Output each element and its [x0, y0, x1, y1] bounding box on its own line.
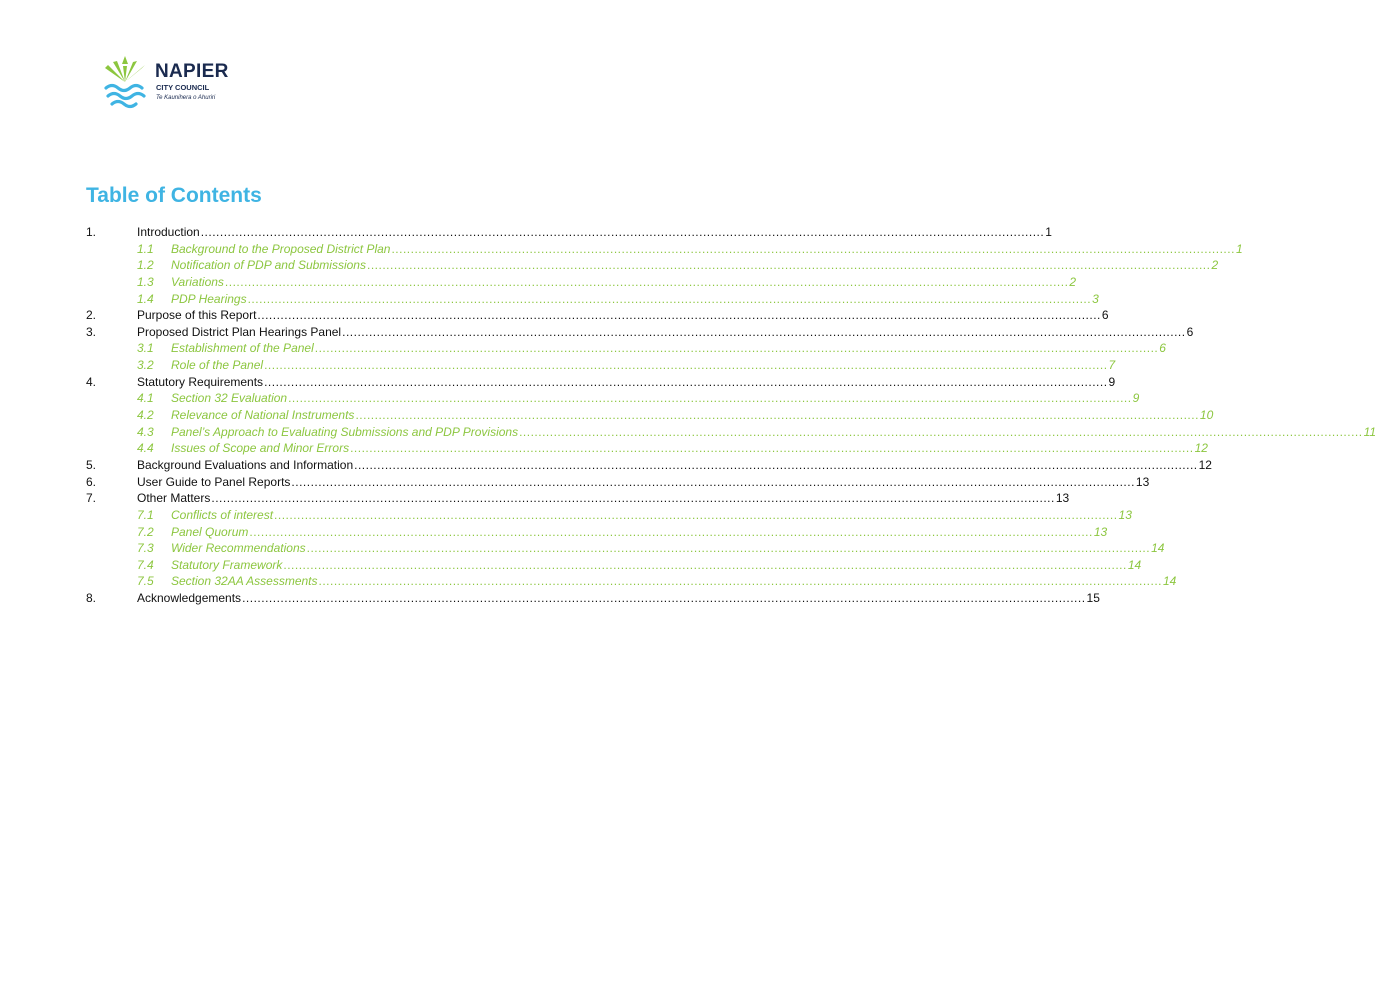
toc-entry-label: Relevance of National Instruments — [171, 408, 355, 423]
toc-entry-number: 7.5 — [137, 574, 154, 589]
toc-entry-label: Statutory Framework — [171, 557, 283, 572]
toc-section-entry[interactable] — [86, 490, 1070, 507]
toc-leader-dots: ............................................................................................................................................................................................................................ — [283, 557, 1127, 572]
toc-entry-page: 6 — [1159, 341, 1166, 356]
toc-entry-number: 4.3 — [137, 424, 154, 439]
toc-leader-dots: ............................................................................................................................................................................................................................ — [354, 457, 1198, 472]
toc-entry-label: Section 32 Evaluation — [171, 391, 288, 406]
toc-subsection-entry[interactable] — [86, 390, 1140, 407]
logo-tagline: Te Kaunihera o Ahuriri — [156, 95, 216, 101]
toc-section-entry[interactable] — [86, 324, 1194, 341]
toc-leader-dots: ............................................................................................................................................................................................................................ — [314, 341, 1159, 356]
toc-entry-page: 13 — [1118, 507, 1132, 522]
toc-subsection-entry[interactable] — [86, 524, 1108, 541]
toc-entry-label: Conflicts of interest — [171, 507, 274, 522]
toc-entry-number: 7. — [86, 491, 97, 506]
logo-emblem-icon — [101, 52, 151, 112]
toc-entry-label: Wider Recommendations — [171, 541, 306, 556]
toc-entry-number: 8. — [86, 591, 97, 606]
toc-subsection-entry[interactable] — [86, 507, 1132, 524]
toc-subsection-entry[interactable] — [86, 357, 1116, 374]
toc-subsection-entry[interactable] — [86, 257, 1219, 274]
toc-entry-label: Statutory Requirements — [137, 374, 264, 389]
toc-entry-label: Issues of Scope and Minor Errors — [171, 441, 350, 456]
toc-entry-page: 14 — [1163, 574, 1177, 589]
toc-leader-dots: ............................................................................................................................................................................................................................ — [366, 258, 1211, 273]
toc-section-entry[interactable] — [86, 307, 1109, 324]
logo-subtitle: CITY COUNCIL — [156, 83, 210, 92]
toc-entry-label: User Guide to Panel Reports — [137, 474, 291, 489]
toc-entry-label: Acknowledgements — [137, 591, 242, 606]
toc-subsection-entry[interactable] — [86, 557, 1142, 574]
toc-entry-page: 14 — [1151, 541, 1165, 556]
toc-leader-dots: ............................................................................................................................................................................................................................ — [224, 274, 1069, 289]
toc-entry-page: 14 — [1127, 557, 1142, 572]
toc-leader-dots: ............................................................................................................................................................................................................................ — [350, 441, 1194, 456]
toc-entry-number: 1.1 — [137, 241, 154, 256]
toc-leader-dots: ............................................................................................................................................................................................................................ — [264, 358, 1108, 373]
toc-subsection-entry[interactable] — [86, 274, 1077, 291]
toc-entry-number: 4. — [86, 374, 97, 389]
toc-entry-label: Introduction — [137, 225, 200, 239]
toc-entry-page: 11 — [1363, 424, 1376, 439]
toc-entry-number: 1.4 — [137, 291, 154, 306]
toc-leader-dots: ............................................................................................................................................................................................................................ — [264, 374, 1108, 389]
toc-entry-page: 12 — [1194, 441, 1208, 456]
toc-entry-number: 4.1 — [137, 391, 154, 406]
toc-entry-number: 3.2 — [137, 358, 154, 373]
toc-section-entry[interactable] — [86, 224, 1052, 241]
toc-entry-number: 5. — [86, 457, 97, 472]
toc-entry-page: 2 — [1069, 274, 1077, 289]
toc-subsection-entry[interactable] — [86, 440, 1208, 457]
toc-entry-number: 1.3 — [137, 274, 154, 289]
toc-leader-dots: ............................................................................................................................................................................................................................ — [242, 591, 1086, 606]
toc-entry-label: Panel Quorum — [171, 524, 249, 539]
page-title: Table of Contents — [86, 184, 262, 207]
toc-entry-page: 10 — [1199, 408, 1214, 423]
toc-entry-page: 6 — [1186, 324, 1194, 339]
toc-entry-number: 3.1 — [137, 341, 154, 356]
toc-entry-label: Role of the Panel — [171, 358, 264, 373]
toc-subsection-entry[interactable] — [86, 424, 1376, 441]
toc-entry-label: Notification of PDP and Submissions — [171, 258, 366, 273]
toc-entry-label: Other Matters — [137, 491, 211, 506]
toc-section-entry[interactable] — [86, 474, 1150, 491]
toc-entry-label: Variations — [171, 274, 224, 289]
toc-entry-page: 13 — [1093, 524, 1108, 539]
logo-name: NAPIER — [155, 61, 229, 82]
toc-leader-dots: ............................................................................................................................................................................................................................ — [306, 541, 1151, 556]
toc-leader-dots: ............................................................................................................................................................................................................................ — [391, 241, 1235, 256]
napier-city-council-logo — [101, 52, 251, 112]
toc-entry-number: 2. — [86, 308, 97, 323]
toc-entry-page: 1 — [1235, 241, 1243, 256]
toc-entry-label: Panel’s Approach to Evaluating Submissions and PDP Provisions — [171, 424, 519, 439]
toc-leader-dots: ............................................................................................................................................................................................................................ — [519, 424, 1363, 439]
toc-entry-number: 4.2 — [137, 408, 154, 423]
toc-leader-dots: ............................................................................................................................................................................................................................ — [274, 507, 1118, 522]
toc-entry-label: Section 32AA Assessments — [171, 574, 318, 589]
toc-entry-number: 7.4 — [137, 557, 154, 572]
toc-subsection-entry[interactable] — [86, 573, 1177, 590]
toc-entry-page: 13 — [1135, 474, 1150, 489]
toc-leader-dots: ............................................................................................................................................................................................................................ — [355, 408, 1199, 423]
toc-entry-label: Background Evaluations and Information — [137, 457, 354, 472]
toc-entry-label: Establishment of the Panel — [171, 341, 314, 356]
toc-entry-page: 12 — [1198, 457, 1212, 472]
toc-entry-number: 6. — [86, 474, 97, 489]
toc-entry-number: 3. — [86, 324, 97, 339]
toc-leader-dots: ............................................................................................................................................................................................................................ — [288, 391, 1132, 406]
toc-leader-dots: ............................................................................................................................................................................................................................ — [200, 225, 1045, 239]
toc-entry-page: 3 — [1092, 291, 1099, 306]
toc-entry-page: 2 — [1211, 258, 1219, 273]
toc-entry-label: Proposed District Plan Hearings Panel — [137, 324, 342, 339]
toc-leader-dots: ............................................................................................................................................................................................................................ — [318, 574, 1162, 589]
toc-entry-page: 15 — [1086, 591, 1100, 606]
toc-entry-number: 1.2 — [137, 258, 154, 273]
toc-entry-page: 9 — [1132, 391, 1140, 406]
toc-entry-number: 1. — [86, 225, 97, 239]
toc-entry-page: 6 — [1101, 308, 1109, 323]
toc-entry-number: 4.4 — [137, 441, 154, 456]
toc-leader-dots: ............................................................................................................................................................................................................................ — [291, 474, 1135, 489]
toc-entry-label: Background to the Proposed District Plan — [171, 241, 391, 256]
toc-leader-dots: ............................................................................................................................................................................................................................ — [247, 291, 1092, 306]
toc-leader-dots: ............................................................................................................................................................................................................................ — [342, 324, 1186, 339]
toc-section-entry[interactable] — [86, 457, 1212, 474]
toc-entry-page: 13 — [1055, 491, 1070, 506]
toc-entry-page: 1 — [1045, 225, 1052, 239]
toc-subsection-entry[interactable] — [86, 291, 1099, 308]
toc-leader-dots: ............................................................................................................................................................................................................................ — [249, 524, 1093, 539]
toc-entry-number: 7.1 — [137, 507, 154, 522]
toc-subsection-entry[interactable] — [86, 340, 1166, 357]
toc-entry-page: 7 — [1108, 358, 1116, 373]
toc-section-entry[interactable] — [86, 590, 1100, 607]
toc-subsection-entry[interactable] — [86, 241, 1243, 258]
toc-leader-dots: ............................................................................................................................................................................................................................ — [257, 308, 1101, 323]
toc-leader-dots: ............................................................................................................................................................................................................................ — [211, 491, 1055, 506]
toc-section-entry[interactable] — [86, 374, 1116, 391]
toc-entry-label: PDP Hearings — [171, 291, 247, 306]
toc-entry-number: 7.3 — [137, 541, 154, 556]
toc-entry-label: Purpose of this Report — [137, 308, 257, 323]
table-of-contents — [86, 224, 1376, 607]
toc-subsection-entry[interactable] — [86, 407, 1214, 424]
toc-entry-number: 7.2 — [137, 524, 154, 539]
toc-subsection-entry[interactable] — [86, 540, 1165, 557]
toc-entry-page: 9 — [1108, 374, 1116, 389]
